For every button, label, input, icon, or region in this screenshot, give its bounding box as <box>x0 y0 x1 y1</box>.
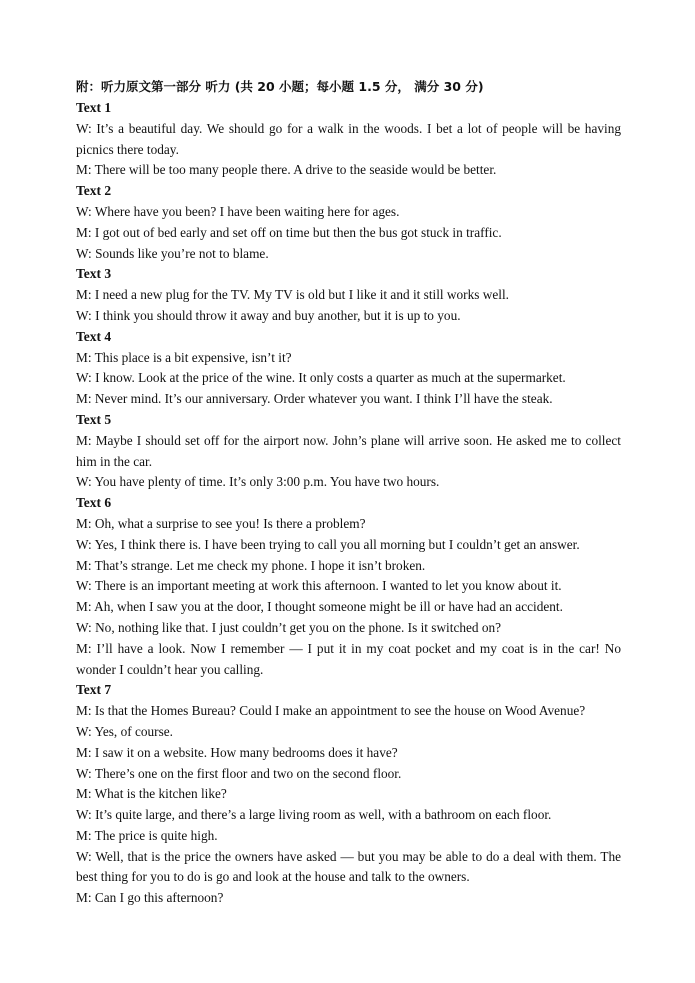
dialogue-line: W: I think you should throw it away and buy another, but it is up to you. <box>76 307 461 323</box>
dialogue-line: M: I got out of bed early and set off on time but then the bus got stuck in traffic. <box>76 224 502 240</box>
section-title: Text 1 <box>76 100 112 115</box>
section-title: Text 3 <box>76 266 112 282</box>
dialogue-line: W: There is an important meeting at work this afternoon. I wanted to let you know about it. <box>76 578 562 594</box>
dialogue-line: W: Sounds like you’re not to blame. <box>76 245 269 261</box>
dialogue-line: W: No, nothing like that. I just couldn’t get you on the phone. Is it switched on? <box>76 619 502 635</box>
dialogue-line: W: Yes, of course. <box>76 723 174 739</box>
transcript-section <box>76 98 621 181</box>
transcript-section <box>76 327 621 410</box>
listening-header: 附：听力原文第一部分 听力 (共 20 小题；每小题 1.5 分， 满分 30 分) <box>76 79 484 94</box>
transcript-section <box>76 680 621 909</box>
dialogue-line: W: It’s quite large, and there’s a large living room as well, with a bathroom on each floor. <box>76 807 552 823</box>
dialogue-line: M: There will be too many people there. A drive to the seaside would be better. <box>76 162 497 178</box>
section-title: Text 6 <box>76 495 112 511</box>
dialogue-line: W: Yes, I think there is. I have been trying to call you all morning but I couldn’t get an answer. <box>76 536 580 552</box>
dialogue-line: M: I’ll have a look. Now I remember — I put it in my coat pocket and my coat is in the car! No wonder I couldn’t hear you calling. <box>76 640 621 677</box>
transcript-section <box>76 181 621 264</box>
section-title: Text 5 <box>76 411 112 427</box>
dialogue-line: M: The price is quite high. <box>76 827 218 843</box>
dialogue-line: W: It’s a beautiful day. We should go for a walk in the woods. I bet a lot of people will be having picnics there today. <box>76 120 621 157</box>
section-title: Text 4 <box>76 328 112 344</box>
dialogue-line: M: Oh, what a surprise to see you! Is there a problem? <box>76 515 366 531</box>
transcript-section <box>76 410 621 493</box>
dialogue-line: M: That’s strange. Let me check my phone. I hope it isn’t broken. <box>76 557 426 573</box>
dialogue-line: M: What is the kitchen like? <box>76 786 227 802</box>
dialogue-line: M: I saw it on a website. How many bedrooms does it have? <box>76 744 398 760</box>
dialogue-line: M: Is that the Homes Bureau? Could I make an appointment to see the house on Wood Avenue? <box>76 703 586 719</box>
dialogue-line: M: I need a new plug for the TV. My TV is old but I like it and it still works well. <box>76 287 509 303</box>
section-title: Text 2 <box>76 183 112 199</box>
dialogue-line: W: You have plenty of time. It’s only 3:00 p.m. You have two hours. <box>76 474 440 490</box>
dialogue-line: W: There’s one on the first floor and two on the second floor. <box>76 765 402 781</box>
dialogue-line: M: Maybe I should set off for the airport now. John’s plane will arrive soon. He asked me to collect him in the car. <box>76 432 621 469</box>
dialogue-line: W: I know. Look at the price of the wine. It only costs a quarter as much at the supermarket. <box>76 370 566 386</box>
document-page <box>76 77 621 909</box>
dialogue-line: M: Ah, when I saw you at the door, I thought someone might be ill or have had an accident. <box>76 599 563 615</box>
dialogue-line: W: Where have you been? I have been waiting here for ages. <box>76 203 400 219</box>
transcript-section <box>76 264 621 326</box>
transcript-sections <box>76 98 621 909</box>
dialogue-line: W: Well, that is the price the owners have asked — but you may be able to do a deal with them. The best thing for you to do is go and look at the house and talk to the owners. <box>76 848 621 885</box>
dialogue-line: M: This place is a bit expensive, isn’t it? <box>76 349 292 365</box>
transcript-section <box>76 493 621 680</box>
dialogue-line: M: Never mind. It’s our anniversary. Order whatever you want. I think I’ll have the steak. <box>76 391 553 407</box>
section-title: Text 7 <box>76 682 112 698</box>
dialogue-line: M: Can I go this afternoon? <box>76 890 224 906</box>
